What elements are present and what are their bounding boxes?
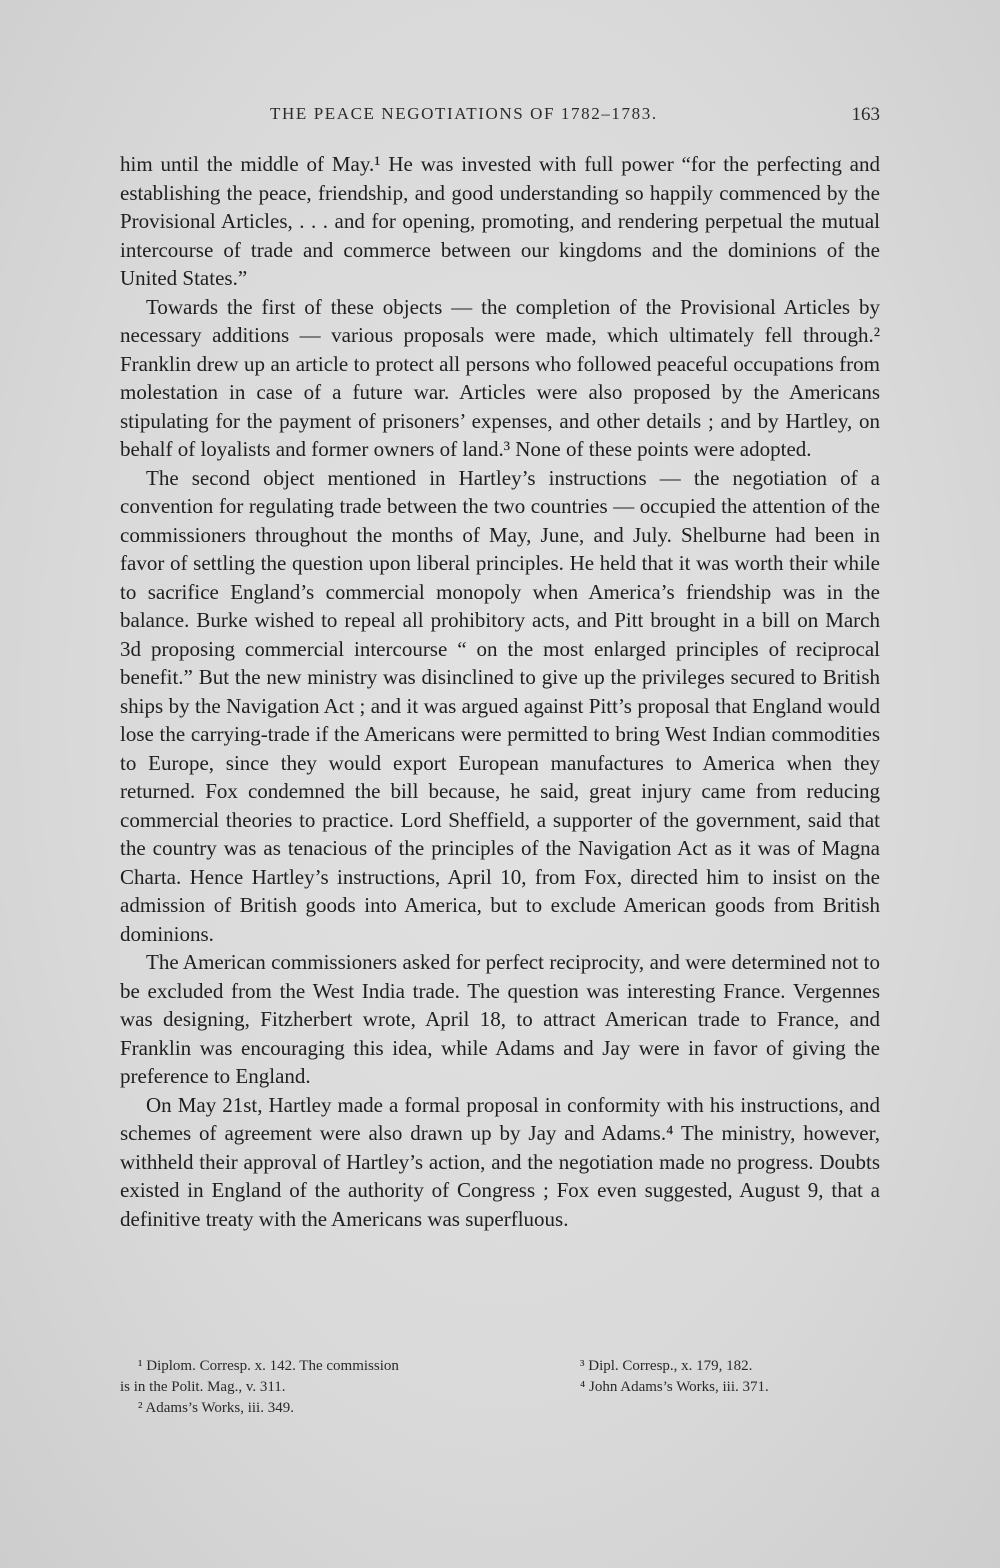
page-number: 163	[851, 104, 880, 125]
paragraph-continuation: him until the middle of May.¹ He was invested with full power “for the perfecting and establishing the peace, friendship, and good understanding so happily commenced by the Provisional Articles, . . . and for opening, promoting, and rendering perpetual the mutual intercourse of trade and commerce between our kingdoms and the dominions of the United States.”	[120, 152, 880, 290]
footnote-2: ² Adams’s Works, iii. 349.	[138, 1400, 294, 1416]
footnotes	[120, 1356, 880, 1446]
body-text	[120, 150, 880, 1233]
paragraph-first-object: Towards the first of these objects — the completion of the Provisional Articles by necessary additions — various proposals were made, which ultimately fell through.² Franklin drew up an article to protect all persons who followed peaceful occupations from molestation in case of a future war. Articles were also proposed by the Americans stipulating for the payment of prisoners’ expenses, and other details ; and by Hartley, on behalf of loyalists and former owners of land.³ None of these points were adopted.	[120, 294, 880, 461]
running-title: THE PEACE NEGOTIATIONS OF 1782–1783.	[270, 104, 658, 123]
paragraph-may-21st: On May 21st, Hartley made a formal proposal in conformity with his instructions, and schemes of agreement were also drawn up by Jay and Adams.⁴ The ministry, however, withheld their approval of Hartley’s action, and the negotiation made no progress. Doubts existed in England of the authority of Congress ; Fox even suggested, August 9, that a definitive treaty with the Americans was superfluous.	[120, 1092, 880, 1231]
running-head	[120, 104, 880, 134]
footnote-3: ³ Dipl. Corresp., x. 179, 182.	[580, 1358, 753, 1374]
footnotes-left-column	[120, 1356, 510, 1419]
footnotes-right-column	[580, 1356, 880, 1398]
footnote-1: ¹ Diplom. Corresp. x. 142. The commission	[138, 1358, 399, 1374]
footnote-4: ⁴ John Adams’s Works, iii. 371.	[580, 1379, 769, 1395]
paragraph-reciprocity: The American commissioners asked for perfect reciprocity, and were determined not to be excluded from the West India trade. The question was interesting France. Vergennes was designing, Fitzherbert wrote, April 18, to attract American trade to France, and Franklin was encouraging this idea, while Adams and Jay were in favor of giving the preference to England.	[120, 950, 880, 1088]
footnote-1-continued: is in the Polit. Mag., v. 311.	[120, 1379, 286, 1395]
paragraph-second-object: The second object mentioned in Hartley’s instructions — the negotiation of a convention for regulating trade between the two countries — occupied the attention of the commissioners throughout the months of May, June, and July. Shelburne had been in favor of settling the question upon liberal principles. He held that it was worth their while to sacrifice England’s commercial monopoly when America’s friendship was in the balance. Burke wished to repeal all prohibitory acts, and Pitt brought in a bill on March 3d proposing commercial intercourse “ on the most enlarged principles of reciprocal benefit.” But the new ministry was disinclined to give up the privileges secured to British ships by the Navigation Act ; and it was argued against Pitt’s proposal that England would lose the carrying-trade if the Americans were permitted to bring West Indian commodities to Europe, since they would export European manufactures to America when they returned. Fox condemned the bill because, he said, great injury came from reducing commercial theories to practice. Lord Sheffield, a supporter of the government, said that the country was as tenacious of the principles of the Navigation Act as it was of Magna Charta. Hence Hartley’s instructions, April 10, from Fox, directed him to insist on the admission of British goods into America, but to exclude American goods from British dominions.	[120, 465, 880, 946]
